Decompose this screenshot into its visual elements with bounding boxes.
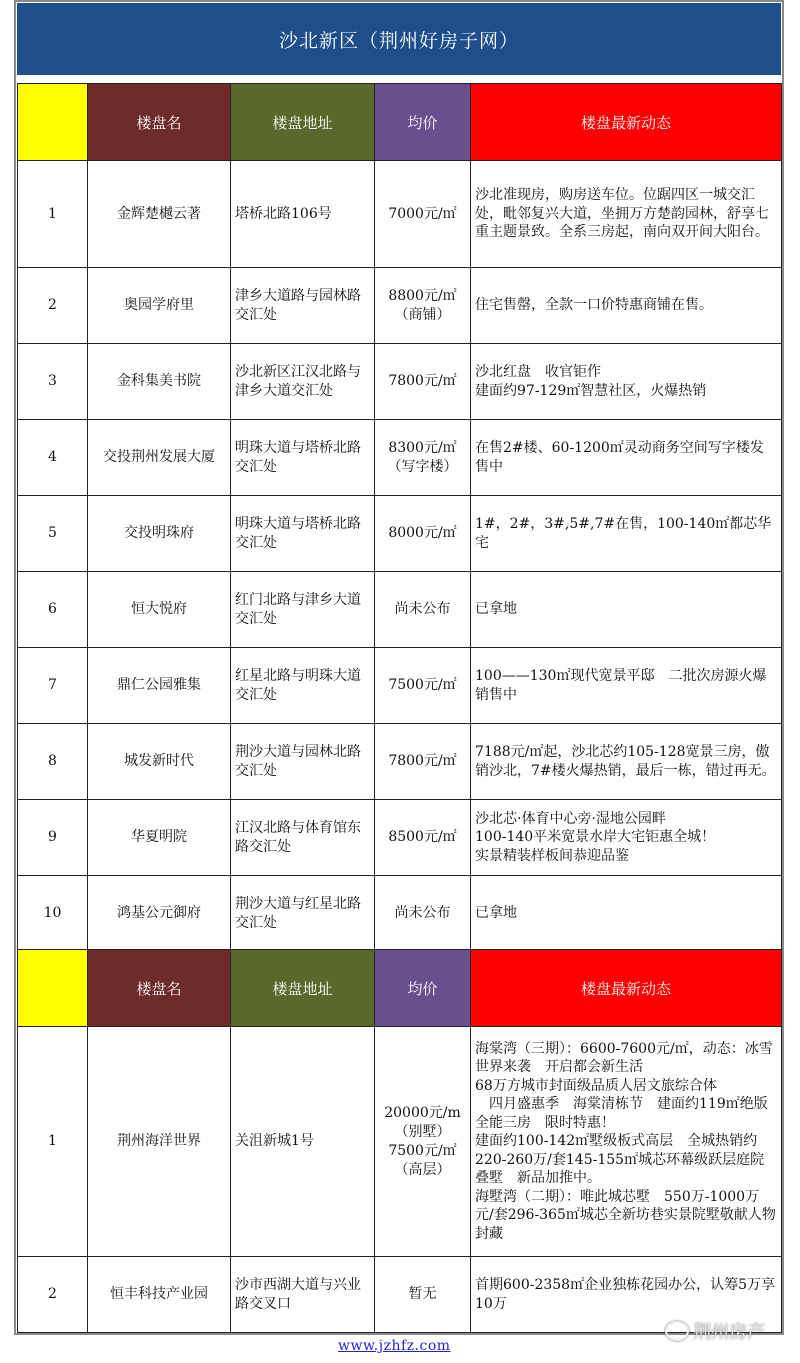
row-number: 1 xyxy=(18,161,88,268)
project-price: 尚未公布 xyxy=(375,876,471,952)
row-number: 8 xyxy=(18,724,88,800)
project-address: 红门北路与津乡大道交汇处 xyxy=(231,572,375,648)
project-news: 1#，2#，3#,5#,7#在售，100-140㎡都芯华宅 xyxy=(471,496,782,572)
watermark-logo-icon xyxy=(665,1321,689,1341)
header-row xyxy=(18,950,782,1027)
listing-table-2 xyxy=(17,949,782,1333)
table-row xyxy=(18,1027,782,1257)
header-row xyxy=(18,84,782,161)
project-name: 城发新时代 xyxy=(88,724,231,800)
project-price: 尚未公布 xyxy=(375,572,471,648)
project-address: 明珠大道与塔桥北路交汇处 xyxy=(231,420,375,496)
project-name: 恒大悦府 xyxy=(88,572,231,648)
project-name: 金辉楚樾云著 xyxy=(88,161,231,268)
table-row xyxy=(18,420,782,496)
project-price: 暂无 xyxy=(375,1257,471,1333)
table-row xyxy=(18,648,782,724)
project-address: 荆沙大道与园林北路交汇处 xyxy=(231,724,375,800)
project-address: 津乡大道路与园林路交汇处 xyxy=(231,268,375,344)
header-index-cell xyxy=(18,950,88,1027)
project-price: 8000元/㎡ xyxy=(375,496,471,572)
table-row xyxy=(18,496,782,572)
project-name: 华夏明院 xyxy=(88,800,231,876)
table-row xyxy=(18,800,782,876)
project-address: 塔桥北路106号 xyxy=(231,161,375,268)
project-news: 已拿地 xyxy=(471,876,782,952)
table-row xyxy=(18,268,782,344)
project-news: 住宅售罄，全款一口价特惠商铺在售。 xyxy=(471,268,782,344)
project-price: 7800元/㎡ xyxy=(375,724,471,800)
listing-table-1 xyxy=(17,83,782,952)
page-title: 沙北新区（荆州好房子网） xyxy=(17,3,781,75)
project-address: 江汉北路与体育馆东路交汇处 xyxy=(231,800,375,876)
row-number: 5 xyxy=(18,496,88,572)
table-row xyxy=(18,572,782,648)
header-price: 均价 xyxy=(375,950,471,1027)
row-number: 10 xyxy=(18,876,88,952)
header-price: 均价 xyxy=(375,84,471,161)
project-price: 7800元/㎡ xyxy=(375,344,471,420)
project-address: 沙北新区江汉北路与津乡大道交汇处 xyxy=(231,344,375,420)
project-address: 荆沙大道与红星北路交汇处 xyxy=(231,876,375,952)
project-price: 7500元/㎡ xyxy=(375,648,471,724)
table-row xyxy=(18,724,782,800)
header-index-cell xyxy=(18,84,88,161)
project-address: 沙市西湖大道与兴业路交叉口 xyxy=(231,1257,375,1333)
row-number: 4 xyxy=(18,420,88,496)
project-news: 100——130㎡现代宽景平邸 二批次房源火爆销售中 xyxy=(471,648,782,724)
header-address: 楼盘地址 xyxy=(231,84,375,161)
project-news: 7188元/㎡起，沙北芯约105-128宽景三房，傲销沙北，7#楼火爆热销，最后一栋，错过再无。 xyxy=(471,724,782,800)
row-number: 6 xyxy=(18,572,88,648)
table-row xyxy=(18,161,782,268)
watermark-text: 荆州房产 xyxy=(693,1322,765,1343)
table-row xyxy=(18,876,782,952)
watermark xyxy=(665,1318,765,1344)
project-name: 交投明珠府 xyxy=(88,496,231,572)
project-name: 鼎仁公园雅集 xyxy=(88,648,231,724)
project-news: 沙北红盘 收官钜作 建面约97-129㎡智慧社区，火爆热销 xyxy=(471,344,782,420)
row-number: 7 xyxy=(18,648,88,724)
footer-link[interactable]: www.jzhfz.com xyxy=(338,1338,451,1354)
project-news: 已拿地 xyxy=(471,572,782,648)
project-price: 7000元/㎡ xyxy=(375,161,471,268)
row-number: 1 xyxy=(18,1027,88,1257)
project-price: 8500元/㎡ xyxy=(375,800,471,876)
project-address: 明珠大道与塔桥北路交汇处 xyxy=(231,496,375,572)
header-name: 楼盘名 xyxy=(88,950,231,1027)
header-name: 楼盘名 xyxy=(88,84,231,161)
project-address: 红星北路与明珠大道交汇处 xyxy=(231,648,375,724)
project-news: 首期600-2358㎡企业独栋花园办公，认筹5万享10万 xyxy=(471,1257,782,1333)
project-price: 8800元/㎡（商铺） xyxy=(375,268,471,344)
row-number: 2 xyxy=(18,268,88,344)
project-news: 在售2#楼、60-1200㎡灵动商务空间写字楼发售中 xyxy=(471,420,782,496)
header-news: 楼盘最新动态 xyxy=(471,84,782,161)
project-price: 20000元/m（别墅） 7500元/㎡（高层） xyxy=(375,1027,471,1257)
project-name: 恒丰科技产业园 xyxy=(88,1257,231,1333)
row-number: 2 xyxy=(18,1257,88,1333)
project-address: 关沮新城1号 xyxy=(231,1027,375,1257)
header-news: 楼盘最新动态 xyxy=(471,950,782,1027)
header-address: 楼盘地址 xyxy=(231,950,375,1027)
project-price: 8300元/㎡（写字楼） xyxy=(375,420,471,496)
project-name: 鸿基公元御府 xyxy=(88,876,231,952)
project-name: 奥园学府里 xyxy=(88,268,231,344)
project-news: 沙北准现房，购房送车位。位踞四区一城交汇处，毗邻复兴大道，坐拥万方楚韵园林，舒享七重主题景致。全系三房起，南向双开间大阳台。 xyxy=(471,161,782,268)
table-row xyxy=(18,344,782,420)
project-news: 沙北芯·体育中心旁·湿地公园畔 100-140平米宽景水岸大宅钜惠全城！ 实景精装样板间恭迎品鉴 xyxy=(471,800,782,876)
project-name: 交投荆州发展大厦 xyxy=(88,420,231,496)
row-number: 3 xyxy=(18,344,88,420)
project-name: 荆州海洋世界 xyxy=(88,1027,231,1257)
project-news: 海棠湾（三期）：6600-7600元/㎡，动态：冰雪世界来袭 开启都会新生活 68万方城市封面级品质人居文旅综合体 四月盛惠季 海棠清栋节 建面约119㎡绝版全能三房 限时特惠！ 建面约100-142㎡墅级板式高层 全城热销约220-260万/套145-155㎡城芯环幕级跃层庭院叠墅 新品加推中。 海墅湾（二期）：唯此城芯墅 550万-1000万元/套296-365㎡城芯全新坊巷实景院墅敬献人物封藏 xyxy=(471,1027,782,1257)
row-number: 9 xyxy=(18,800,88,876)
project-name: 金科集美书院 xyxy=(88,344,231,420)
